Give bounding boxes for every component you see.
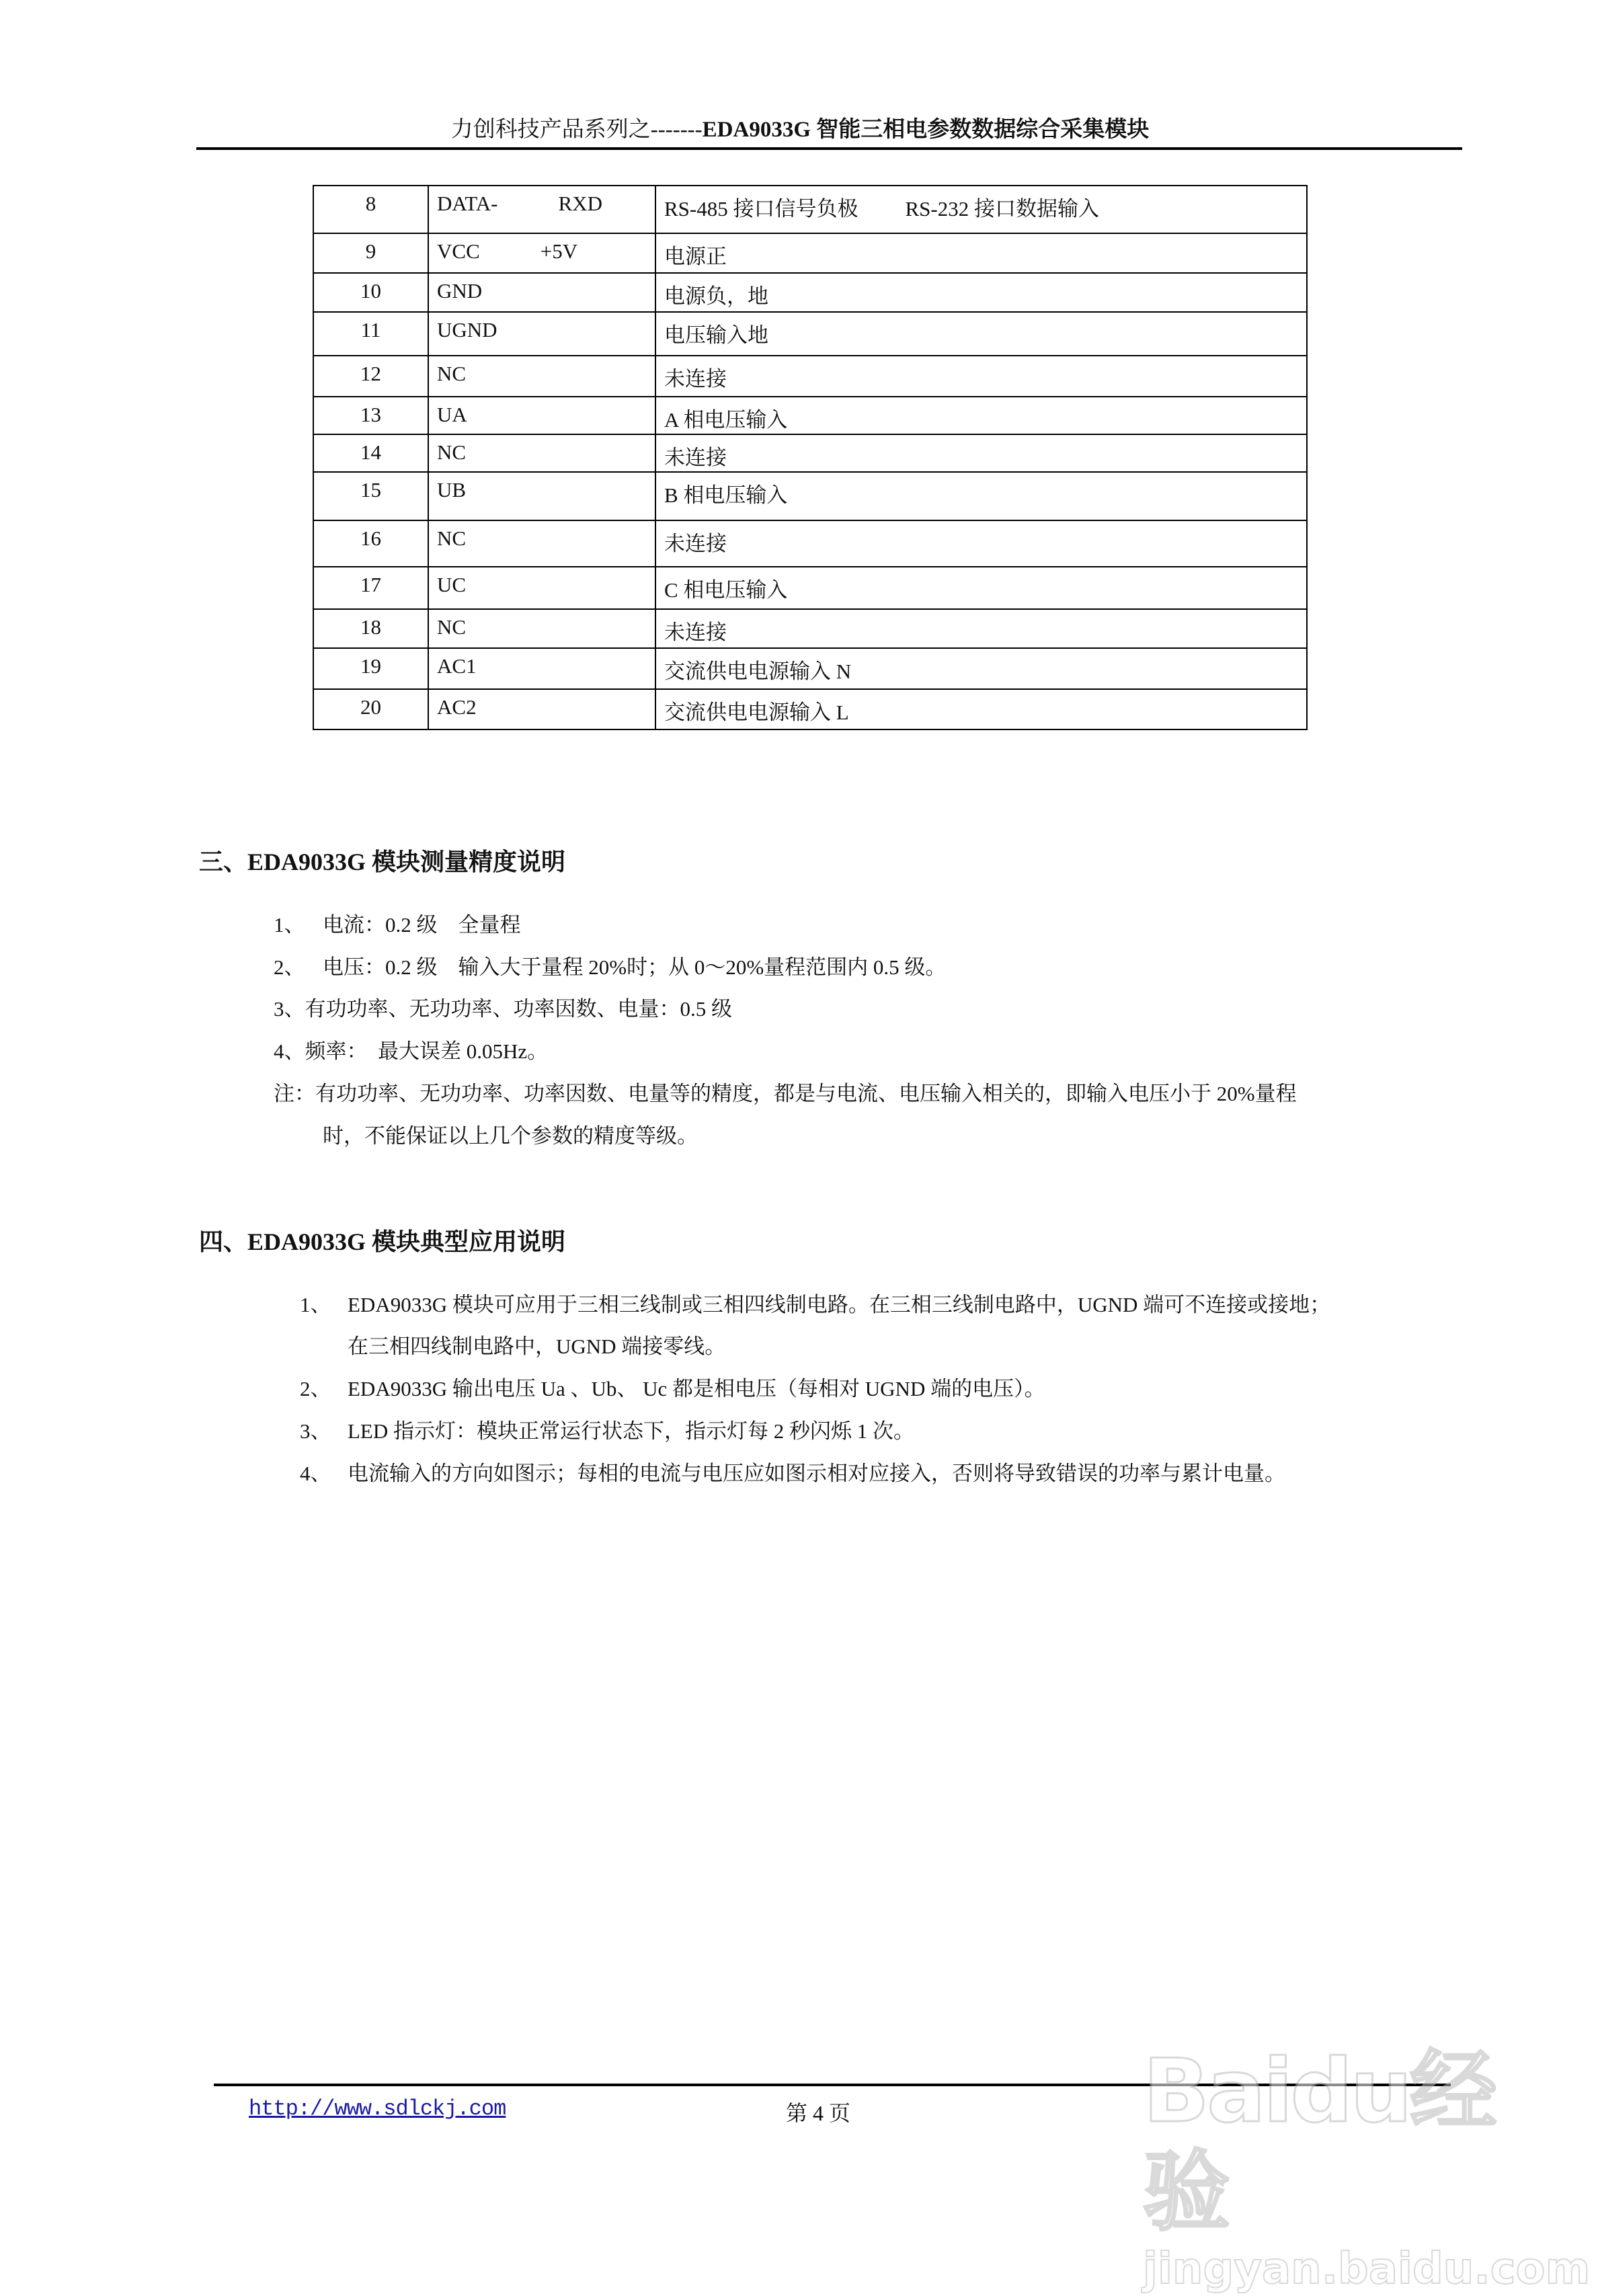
pin-name-cell	[428, 397, 655, 434]
pin-name: NC	[437, 362, 467, 385]
pin-alt-name: RXD	[558, 192, 602, 215]
pin-description-cell	[655, 648, 1307, 689]
pin-number: 15	[313, 472, 428, 520]
item-text: 频率： 最大误差 0.05Hz。	[305, 1039, 549, 1063]
pin-number: 11	[313, 312, 428, 356]
table-row	[313, 312, 1307, 356]
pin-description: RS-485 接口信号负极	[664, 197, 858, 221]
pin-description: B 相电压输入	[664, 483, 788, 507]
pin-name: UB	[437, 478, 467, 502]
pin-description: 未连接	[664, 621, 727, 644]
pin-number: 14	[313, 434, 428, 472]
pin-description-cell	[655, 472, 1307, 520]
item-continuation: 在三相四线制电路中，UGND 端接零线。	[348, 1335, 726, 1358]
pin-name-cell	[428, 356, 655, 397]
list-item	[274, 1034, 548, 1064]
pin-name-cell	[428, 233, 655, 273]
page-number: 第 4 页	[786, 2101, 851, 2125]
item-number: 2、	[300, 1377, 331, 1400]
website-link[interactable]: http://www.sdlckj.com	[249, 2096, 506, 2121]
pin-name-cell	[428, 567, 655, 609]
pin-number: 9	[313, 233, 428, 273]
pin-number: 16	[313, 520, 428, 567]
table-row	[313, 567, 1307, 609]
pin-alt-name: +5V	[540, 239, 578, 263]
pin-name-cell	[428, 312, 655, 356]
pin-description: 交流供电电源输入 L	[664, 701, 849, 724]
item-number: 3、	[274, 997, 305, 1021]
pin-name-cell	[428, 648, 655, 689]
pin-number: 20	[313, 689, 428, 729]
pin-number: 18	[313, 609, 428, 648]
pin-description: 未连接	[664, 446, 727, 469]
pin-number: 10	[313, 273, 428, 312]
item-number: 2、	[274, 955, 305, 979]
pin-description-cell	[655, 609, 1307, 648]
pin-number: 19	[313, 648, 428, 689]
item-number: 1、	[274, 913, 305, 937]
pin-name: GND	[437, 279, 483, 303]
pin-name: UC	[437, 573, 467, 596]
pin-description-cell	[655, 689, 1307, 729]
section-4-heading: 四、EDA9033G 模块典型应用说明	[199, 1228, 566, 1255]
pin-name-cell	[428, 186, 655, 233]
pin-name: UA	[437, 403, 467, 426]
pin-description-cell	[655, 356, 1307, 397]
header-series: 力创科技产品系列之-------	[450, 118, 703, 142]
pin-name-cell	[428, 472, 655, 520]
item-text: EDA9033G 模块可应用于三相三线制或三相四线制电路。在三相三线制电路中，UGND 端可不连接或接地；	[348, 1293, 1331, 1316]
list-item	[274, 950, 946, 980]
pin-description: 电压输入地	[664, 323, 768, 347]
pin-number: 12	[313, 356, 428, 397]
table-row	[313, 609, 1307, 648]
table-row	[313, 233, 1307, 273]
pin-description-cell	[655, 434, 1307, 472]
pin-name-cell	[428, 434, 655, 472]
pin-name: NC	[437, 440, 467, 464]
pin-description-cell	[655, 233, 1307, 273]
pin-name-cell	[428, 689, 655, 729]
table-row	[313, 273, 1307, 312]
item-text: 电流输入的方向如图示；每相的电流与电压应如图示相对应接入，否则将导致错误的功率与累计电量。	[348, 1462, 1285, 1485]
pin-name: AC2	[437, 695, 477, 719]
item-text: LED 指示灯：模块正常运行状态下，指示灯每 2 秒闪烁 1 次。	[348, 1419, 915, 1443]
pin-description: 交流供电电源输入 N	[664, 660, 852, 683]
item-text: 电流：0.2 级 全量程	[323, 913, 521, 937]
pin-name: DATA-	[437, 192, 498, 215]
note	[274, 1076, 1297, 1107]
pin-name: NC	[437, 615, 467, 639]
item-number: 4、	[300, 1462, 331, 1485]
pin-number: 13	[313, 397, 428, 434]
pin-description-cell	[655, 520, 1307, 567]
pin-description-cell	[655, 186, 1307, 233]
pin-description-cell	[655, 312, 1307, 356]
pin-name-cell	[428, 609, 655, 648]
note-continuation: 时，不能保证以上几个参数的精度等级。	[323, 1124, 698, 1148]
table-row	[313, 648, 1307, 689]
item-number: 4、	[274, 1039, 305, 1063]
note-label: 注：	[274, 1082, 315, 1105]
list-item	[300, 1456, 1285, 1487]
pin-number: 17	[313, 567, 428, 609]
pin-description: 电源正	[664, 245, 727, 268]
list-item	[274, 908, 521, 938]
section-3-heading: 三、EDA9033G 模块测量精度说明	[199, 848, 566, 875]
note-text: 有功功率、无功功率、功率因数、电量等的精度，都是与电流、电压输入相关的，即输入电压小于 20%量程	[315, 1082, 1297, 1105]
item-text: 有功功率、无功功率、功率因数、电量：0.5 级	[305, 997, 732, 1021]
pin-number: 8	[313, 186, 428, 233]
list-item	[300, 1372, 1045, 1402]
pin-name: AC1	[437, 654, 477, 678]
list-item	[300, 1288, 1330, 1318]
header-title: EDA9033G 智能三相电参数数据综合采集模块	[702, 118, 1150, 142]
pin-description-alt: RS-232 接口数据输入	[905, 197, 1099, 221]
item-text: EDA9033G 输出电压 Ua 、Ub、 Uc 都是相电压（每相对 UGND 端的电压）。	[348, 1377, 1045, 1400]
table-row	[313, 472, 1307, 520]
item-text: 电压：0.2 级 输入大于量程 20%时；从 0～20%量程范围内 0.5 级。	[323, 955, 947, 979]
pin-name: NC	[437, 526, 467, 550]
pin-description: C 相电压输入	[664, 578, 788, 602]
table-row	[313, 356, 1307, 397]
table-row	[313, 397, 1307, 434]
pin-description-cell	[655, 567, 1307, 609]
list-item	[300, 1414, 914, 1444]
item-number: 1、	[300, 1293, 331, 1316]
running-header	[0, 112, 1600, 143]
table-row	[313, 520, 1307, 567]
pin-name: VCC	[437, 239, 480, 263]
table-row	[313, 186, 1307, 233]
pin-name-cell	[428, 273, 655, 312]
baidu-jingyan-watermark: Baidu经验 jingyan.baidu.com	[1143, 2040, 1591, 2294]
header-rule	[196, 147, 1462, 150]
list-item	[274, 992, 732, 1022]
item-number: 3、	[300, 1419, 331, 1443]
pin-description: A 相电压输入	[664, 408, 788, 432]
pin-description: 未连接	[664, 532, 727, 555]
table-row	[313, 689, 1307, 729]
pin-name: UGND	[437, 318, 497, 342]
pin-description-cell	[655, 397, 1307, 434]
pin-table	[313, 185, 1308, 730]
pin-name-cell	[428, 520, 655, 567]
pin-description-cell	[655, 273, 1307, 312]
pin-description: 未连接	[664, 367, 727, 391]
pin-description: 电源负，地	[664, 284, 768, 308]
table-row	[313, 434, 1307, 472]
